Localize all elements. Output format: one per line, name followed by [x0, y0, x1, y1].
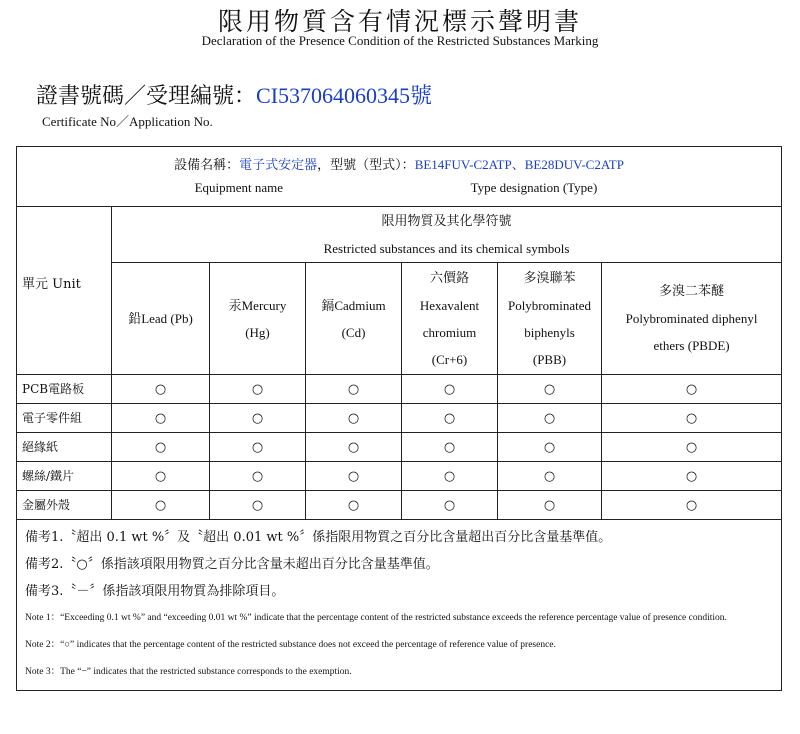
- table-row: [17, 375, 782, 404]
- notes-cell: [17, 520, 782, 691]
- substance-header-mercury: [210, 263, 306, 375]
- note-en-1: Note 1：“Exceeding 0.1 wt %” and “exceeding 0.01 wt %” indicate that the percentage content of the restricted substance exceeds the reference percentage value of presence condition.: [25, 613, 727, 623]
- unit-header: 單元 Unit: [17, 207, 112, 375]
- substance-header-pbde: [602, 263, 782, 375]
- mark-cell: ○: [306, 404, 402, 433]
- substance-cadmium-label: 鎘Cadmium: [321, 297, 386, 313]
- substance-chromium-line2: chromium: [422, 324, 477, 340]
- substance-header-pbb: [498, 263, 602, 375]
- substance-mercury-label: 汞Mercury: [228, 297, 287, 313]
- mark-cell: ○: [602, 491, 782, 520]
- substance-chromium-symbol: (Cr+6): [431, 351, 468, 367]
- unit-cell: 絕緣紙: [17, 433, 112, 462]
- certificate-label-en: Certificate No／Application No.: [42, 114, 213, 129]
- certificate-number-line: [36, 82, 432, 111]
- substance-cadmium-symbol: (Cd): [341, 324, 366, 340]
- substance-chromium-line1: Hexavalent: [419, 297, 480, 313]
- restricted-header-row: [17, 207, 782, 263]
- table-row: [17, 491, 782, 520]
- mark-cell: ○: [402, 375, 498, 404]
- mark-cell: ○: [498, 404, 602, 433]
- note-zh-2: 備考2.〝○〞係指該項限用物質之百分比含量未超出百分比含量基準值。: [25, 557, 439, 572]
- mark-cell: ○: [112, 375, 210, 404]
- table-row: [17, 404, 782, 433]
- mark-cell: ○: [602, 462, 782, 491]
- unit-cell: 電子零件組: [17, 404, 112, 433]
- substance-chromium-zh: 六價鉻: [429, 270, 469, 286]
- substance-pbb-line1: Polybrominated: [507, 297, 592, 313]
- document-subtitle: Declaration of the Presence Condition of the Restricted Substances Marking: [201, 33, 599, 48]
- mark-cell: ○: [112, 433, 210, 462]
- note-en-2: Note 2：“○” indicates that the percentage content of the restricted substance does not exceed the percentage of reference value of presence.: [25, 640, 556, 650]
- mark-cell: ○: [210, 433, 306, 462]
- note-en-3: Note 3：The “−” indicates that the restricted substance corresponds to the exemption.: [25, 667, 352, 677]
- type-label: ，型號（型式）：: [317, 158, 415, 173]
- substance-header-chromium: [402, 263, 498, 375]
- mark-cell: ○: [498, 375, 602, 404]
- mark-cell: ○: [402, 433, 498, 462]
- equipment-name-en: Equipment name: [194, 180, 284, 195]
- unit-cell: 螺絲/鐵片: [17, 462, 112, 491]
- substance-pbb-zh: 多溴聯苯: [523, 270, 576, 286]
- equipment-row: [17, 147, 782, 207]
- substance-header-row: [17, 263, 782, 375]
- mark-cell: ○: [210, 375, 306, 404]
- note-zh-1: 備考1.〝超出 0.1 wt %〞及〝超出 0.01 wt %〞係指限用物質之百分比含量超出百分比含量基準值。: [25, 530, 612, 545]
- substance-pbde-zh: 多溴二苯醚: [659, 284, 725, 299]
- mark-cell: ○: [402, 462, 498, 491]
- mark-cell: ○: [306, 375, 402, 404]
- substance-header-cadmium: [306, 263, 402, 375]
- mark-cell: ○: [402, 404, 498, 433]
- mark-cell: ○: [306, 462, 402, 491]
- mark-cell: ○: [498, 462, 602, 491]
- substance-lead-label: 鉛Lead (Pb): [128, 311, 193, 326]
- document-title: 限用物質含有情況標示聲明書: [217, 7, 582, 36]
- mark-cell: ○: [112, 491, 210, 520]
- substance-pbb-line2: biphenyls: [524, 324, 575, 340]
- substance-pbde-line2: ethers (PBDE): [653, 338, 730, 353]
- mark-cell: ○: [210, 491, 306, 520]
- mark-cell: ○: [210, 462, 306, 491]
- equipment-name: 電子式安定器: [239, 158, 318, 173]
- type-designation-en: Type designation (Type): [470, 180, 598, 195]
- mark-cell: ○: [112, 462, 210, 491]
- substance-mercury-symbol: (Hg): [245, 324, 270, 340]
- table-row: [17, 433, 782, 462]
- restricted-substances-table: [16, 146, 782, 691]
- restricted-header-cell: [112, 207, 782, 263]
- type-value: BE14FUV-C2ATP、BE28DUV-C2ATP: [414, 157, 624, 172]
- mark-cell: ○: [602, 433, 782, 462]
- certificate-number: CI537064060345號: [256, 83, 433, 108]
- equipment-label: 設備名稱：: [174, 158, 240, 173]
- mark-cell: ○: [402, 491, 498, 520]
- equipment-cell: [17, 147, 782, 207]
- mark-cell: ○: [210, 404, 306, 433]
- mark-cell: ○: [498, 433, 602, 462]
- substance-header-lead: [112, 263, 210, 375]
- restricted-header-en: Restricted substances and its chemical symbols: [323, 240, 570, 256]
- mark-cell: ○: [498, 491, 602, 520]
- table-row: [17, 462, 782, 491]
- substance-pbb-symbol: (PBB): [532, 351, 567, 367]
- mark-cell: ○: [602, 375, 782, 404]
- note-zh-3: 備考3.〝－〞係指該項限用物質為排除項目。: [25, 584, 285, 599]
- restricted-header-zh: 限用物質及其化學符號: [381, 213, 512, 229]
- mark-cell: ○: [602, 404, 782, 433]
- substance-pbde-line1: Polybrominated diphenyl: [625, 311, 758, 326]
- mark-cell: ○: [112, 404, 210, 433]
- unit-cell: 金屬外殼: [17, 491, 112, 520]
- certificate-label: 證書號碼／受理編號：: [36, 84, 257, 109]
- mark-cell: ○: [306, 491, 402, 520]
- unit-cell: PCB電路板: [17, 375, 112, 404]
- notes-row: [17, 520, 782, 691]
- mark-cell: ○: [306, 433, 402, 462]
